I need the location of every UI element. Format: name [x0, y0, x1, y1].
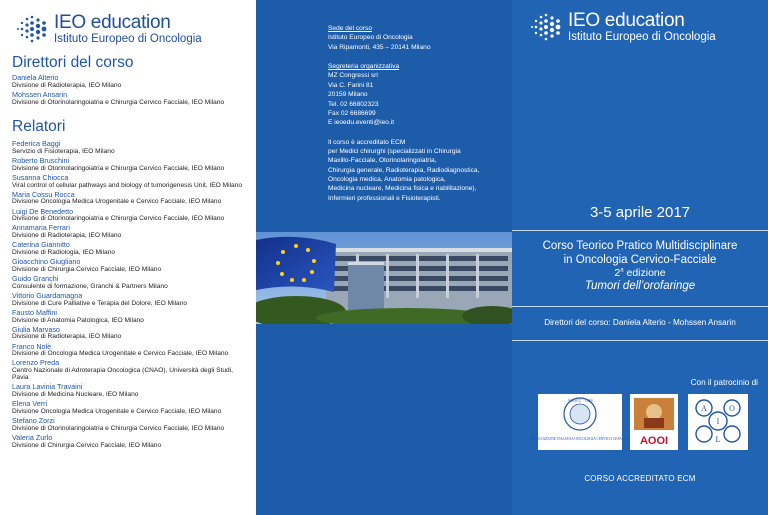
list-item [12, 359, 248, 381]
aocc-name: ASSOCIAZIONE ITALIANA ONCOLOGIA CERVICO CEFALICA [529, 437, 631, 441]
person-affiliation: Centro Nazionale di Adroterapia Oncologica (CNAO), Università degli Studi, Pavia [12, 367, 233, 382]
person-name: Roberto Bruschini [12, 155, 70, 165]
cover-directors: Direttori del corso: Daniela Alterio - Mohssen Ansarin [544, 318, 736, 327]
person-affiliation: Divisione di Otorinolaringoiatria e Chirurgia Cervico Facciale, IEO Milano [12, 215, 225, 223]
person-name: Franco Nolè [12, 341, 52, 351]
person-name: Maria Cossu Rocca [12, 189, 75, 199]
person-affiliation: Divisione di Chirurgia Cervico Facciale, IEO Milano [12, 265, 162, 273]
person-affiliation: Divisione di Otorinolaringoiatria e Chirurgia Cervico Facciale, IEO Milano [12, 164, 225, 172]
edition-superscript: a [620, 267, 624, 274]
aoi-letter: O [729, 404, 735, 413]
person-affiliation: Divisione di Medicina Nucleare, IEO Milano [12, 391, 139, 399]
aooi-logo-icon [630, 394, 678, 450]
person-name: Vittorio Guardamagna [12, 290, 83, 300]
brand-subtitle: Istituto Europeo di Oncologia [568, 30, 716, 43]
venue-line: Istituto Europeo di Oncologia [328, 34, 413, 42]
person-affiliation: Divisione di Anatomia Patologica, IEO Milano [12, 316, 144, 324]
person-affiliation: Consulente di formazione, Granchi & Partners Milano [12, 282, 168, 290]
list-item [12, 191, 248, 206]
list-item [12, 91, 248, 106]
ieo-logo [14, 12, 202, 46]
person-name: Federica Baggi [12, 139, 61, 148]
person-affiliation: Divisione di Chirurgia Cervico Facciale, IEO Milano [12, 441, 162, 449]
directors-list [12, 74, 248, 108]
divider-lower [512, 340, 768, 341]
person-affiliation: Divisione Oncologia Medica Urogenitale e Cervico Facciale, IEO Milano [12, 408, 222, 415]
person-affiliation: Divisione di Otorinolaringoiatria e Chirurgia Cervico Facciale, IEO Milano [12, 98, 225, 106]
ieo-dots-icon [14, 12, 48, 46]
secretariat-line: Via C. Farini 81 [328, 81, 374, 89]
aoi-letter: L [715, 435, 721, 444]
course-title-line2: in Oncologia Cervico-Facciale [563, 253, 717, 266]
aoi-letter: I [716, 417, 720, 426]
list-item [12, 326, 248, 341]
accreditation-line: per Medici chirurghi (specializzati in Chirurgia [328, 147, 461, 155]
accreditation-line: Il corso è accreditato ECM [328, 138, 406, 146]
person-name: Laura Lavinia Travaini [12, 382, 83, 392]
secretariat-heading: Segreteria organizzativa [328, 63, 400, 71]
directors-title: Direttori del corso [12, 54, 134, 71]
person-affiliation: Servizio di Fisioterapia, IEO Milano [12, 147, 115, 155]
list-item [12, 224, 248, 239]
venue-heading: Sede del corso [328, 25, 372, 32]
venue-block [328, 24, 498, 52]
person-name: Luigi De Benedetto [12, 206, 74, 216]
list-item [12, 417, 248, 432]
divider-top [512, 230, 768, 231]
info-text [328, 24, 498, 213]
course-edition [512, 267, 768, 279]
patron-logos-image [512, 392, 768, 454]
person-name: Fausto Maffini [12, 307, 58, 317]
list-item [12, 208, 248, 223]
accreditation-line: Chirurgia generale, Radioterapia, Radiodiagnostica, [328, 166, 480, 174]
speakers-title: Relatori [12, 118, 66, 135]
person-affiliation: Divisione di Radiologia, IEO Milano [12, 249, 115, 257]
person-affiliation: Divisione di Radioterapia, IEO Milano [12, 333, 122, 341]
patronage-label: Con il patrocinio di [690, 378, 758, 387]
building-image [256, 232, 512, 324]
person-affiliation: Divisione di Radioterapia, IEO Milano [12, 81, 122, 89]
ieo-dots-icon [528, 10, 562, 44]
building-photo [256, 232, 512, 324]
list-item [12, 241, 248, 256]
secretariat-line: Fax 02 6686699 [328, 109, 376, 117]
secretariat-block [328, 62, 498, 128]
person-affiliation: Divisione di Oncologia Medica Urogenitale e Cervico Facciale, IEO Milano [12, 350, 229, 358]
list-item [12, 434, 248, 449]
person-name: Giulia Marvaso [12, 324, 60, 334]
left-panel [0, 0, 256, 515]
secretariat-line: 20159 Milano [328, 91, 368, 99]
speakers-list [12, 140, 248, 451]
person-affiliation: Divisione di Otorinolaringoiatria e Chirurgia Cervico Facciale, IEO Milano [12, 424, 225, 432]
list-item [12, 258, 248, 273]
list-item [12, 292, 248, 307]
list-item [12, 383, 248, 398]
secretariat-line: MZ Congressi srl [328, 72, 378, 80]
person-affiliation: Divisione di Radioterapia, IEO Milano [12, 232, 122, 240]
course-topic: Tumori dell’orofaringe [584, 279, 696, 292]
ecm-label: CORSO ACCREDITATO ECM [584, 474, 696, 483]
aooi-text: AOOI [639, 435, 669, 447]
person-name: Valeria Zurlo [12, 432, 53, 442]
person-name: Gioacchino Giugliano [12, 257, 81, 267]
person-name: Lorenzo Preda [12, 358, 60, 368]
brand-name: IEO education [568, 9, 685, 31]
list-item [12, 309, 248, 324]
person-name: Stefano Zorzi [12, 416, 55, 426]
person-name: Daniela Alterio [12, 73, 59, 82]
course-title-line1: Corso Teorico Pratico Multidisciplinare [542, 240, 738, 252]
secretariat-line: Tel. 02 66802323 [328, 100, 379, 108]
list-item [12, 74, 248, 89]
middle-panel [256, 0, 512, 515]
edition-number: 2 [614, 267, 621, 280]
aocc-logo-icon [530, 394, 631, 450]
list-item [12, 174, 248, 189]
aoi-logo-icon [688, 394, 748, 450]
middle-bottom-band [256, 324, 512, 515]
person-affiliation: Divisione Oncologia Medica Urogenitale e Cervico Facciale, IEO Milano [12, 198, 222, 206]
person-name: Susanna Chiocca [12, 172, 69, 182]
person-affiliation: Viral control of cellular pathways and biology of tumorigenesis Unit, IEO Milano [12, 181, 243, 189]
list-item [12, 400, 248, 415]
person-name: Mohssen Ansarin [12, 89, 68, 99]
list-item [12, 275, 248, 290]
person-name: Caterina Giannitto [12, 240, 70, 250]
cover-panel [512, 0, 768, 515]
person-affiliation: Divisione di Cure Palliative e Terapia del Dolore, IEO Milano [12, 299, 188, 307]
aocc-ring-text: AOOCC · 1984 [567, 398, 593, 403]
edition-word: edizione [626, 267, 666, 280]
list-item [12, 140, 248, 155]
accreditation-block [328, 138, 498, 204]
course-date: 3-5 aprile 2017 [589, 204, 691, 221]
secretariat-line: E ieoedu.eventi@ieo.it [328, 119, 395, 127]
person-name: Guido Granchi [12, 274, 59, 283]
person-name: Elena Verri [12, 399, 48, 409]
accreditation-line: Infermieri professionali e Fisioterapisti. [328, 194, 441, 202]
venue-line: Via Ripamonti, 435 – 20141 Milano [328, 43, 431, 51]
person-name: Annamaria Ferrari [12, 223, 70, 233]
patron-logos [512, 392, 768, 454]
accreditation-line: Medicina nucleare, Medicina fisica e riabilitazione), [328, 185, 477, 193]
brand-subtitle: Istituto Europeo di Oncologia [54, 32, 202, 45]
ieo-logo-cover [528, 10, 716, 44]
list-item [12, 343, 248, 358]
divider-middle [512, 306, 768, 307]
aoi-letter: A [701, 404, 707, 413]
accreditation-line: Oncologia medica, Anatomia patologica, [328, 176, 446, 184]
accreditation-line: Maxillo-Facciale, Otorinolaringoiatria, [328, 157, 437, 165]
list-item [12, 157, 248, 172]
brand-name: IEO education [54, 11, 171, 33]
course-title [512, 240, 768, 293]
